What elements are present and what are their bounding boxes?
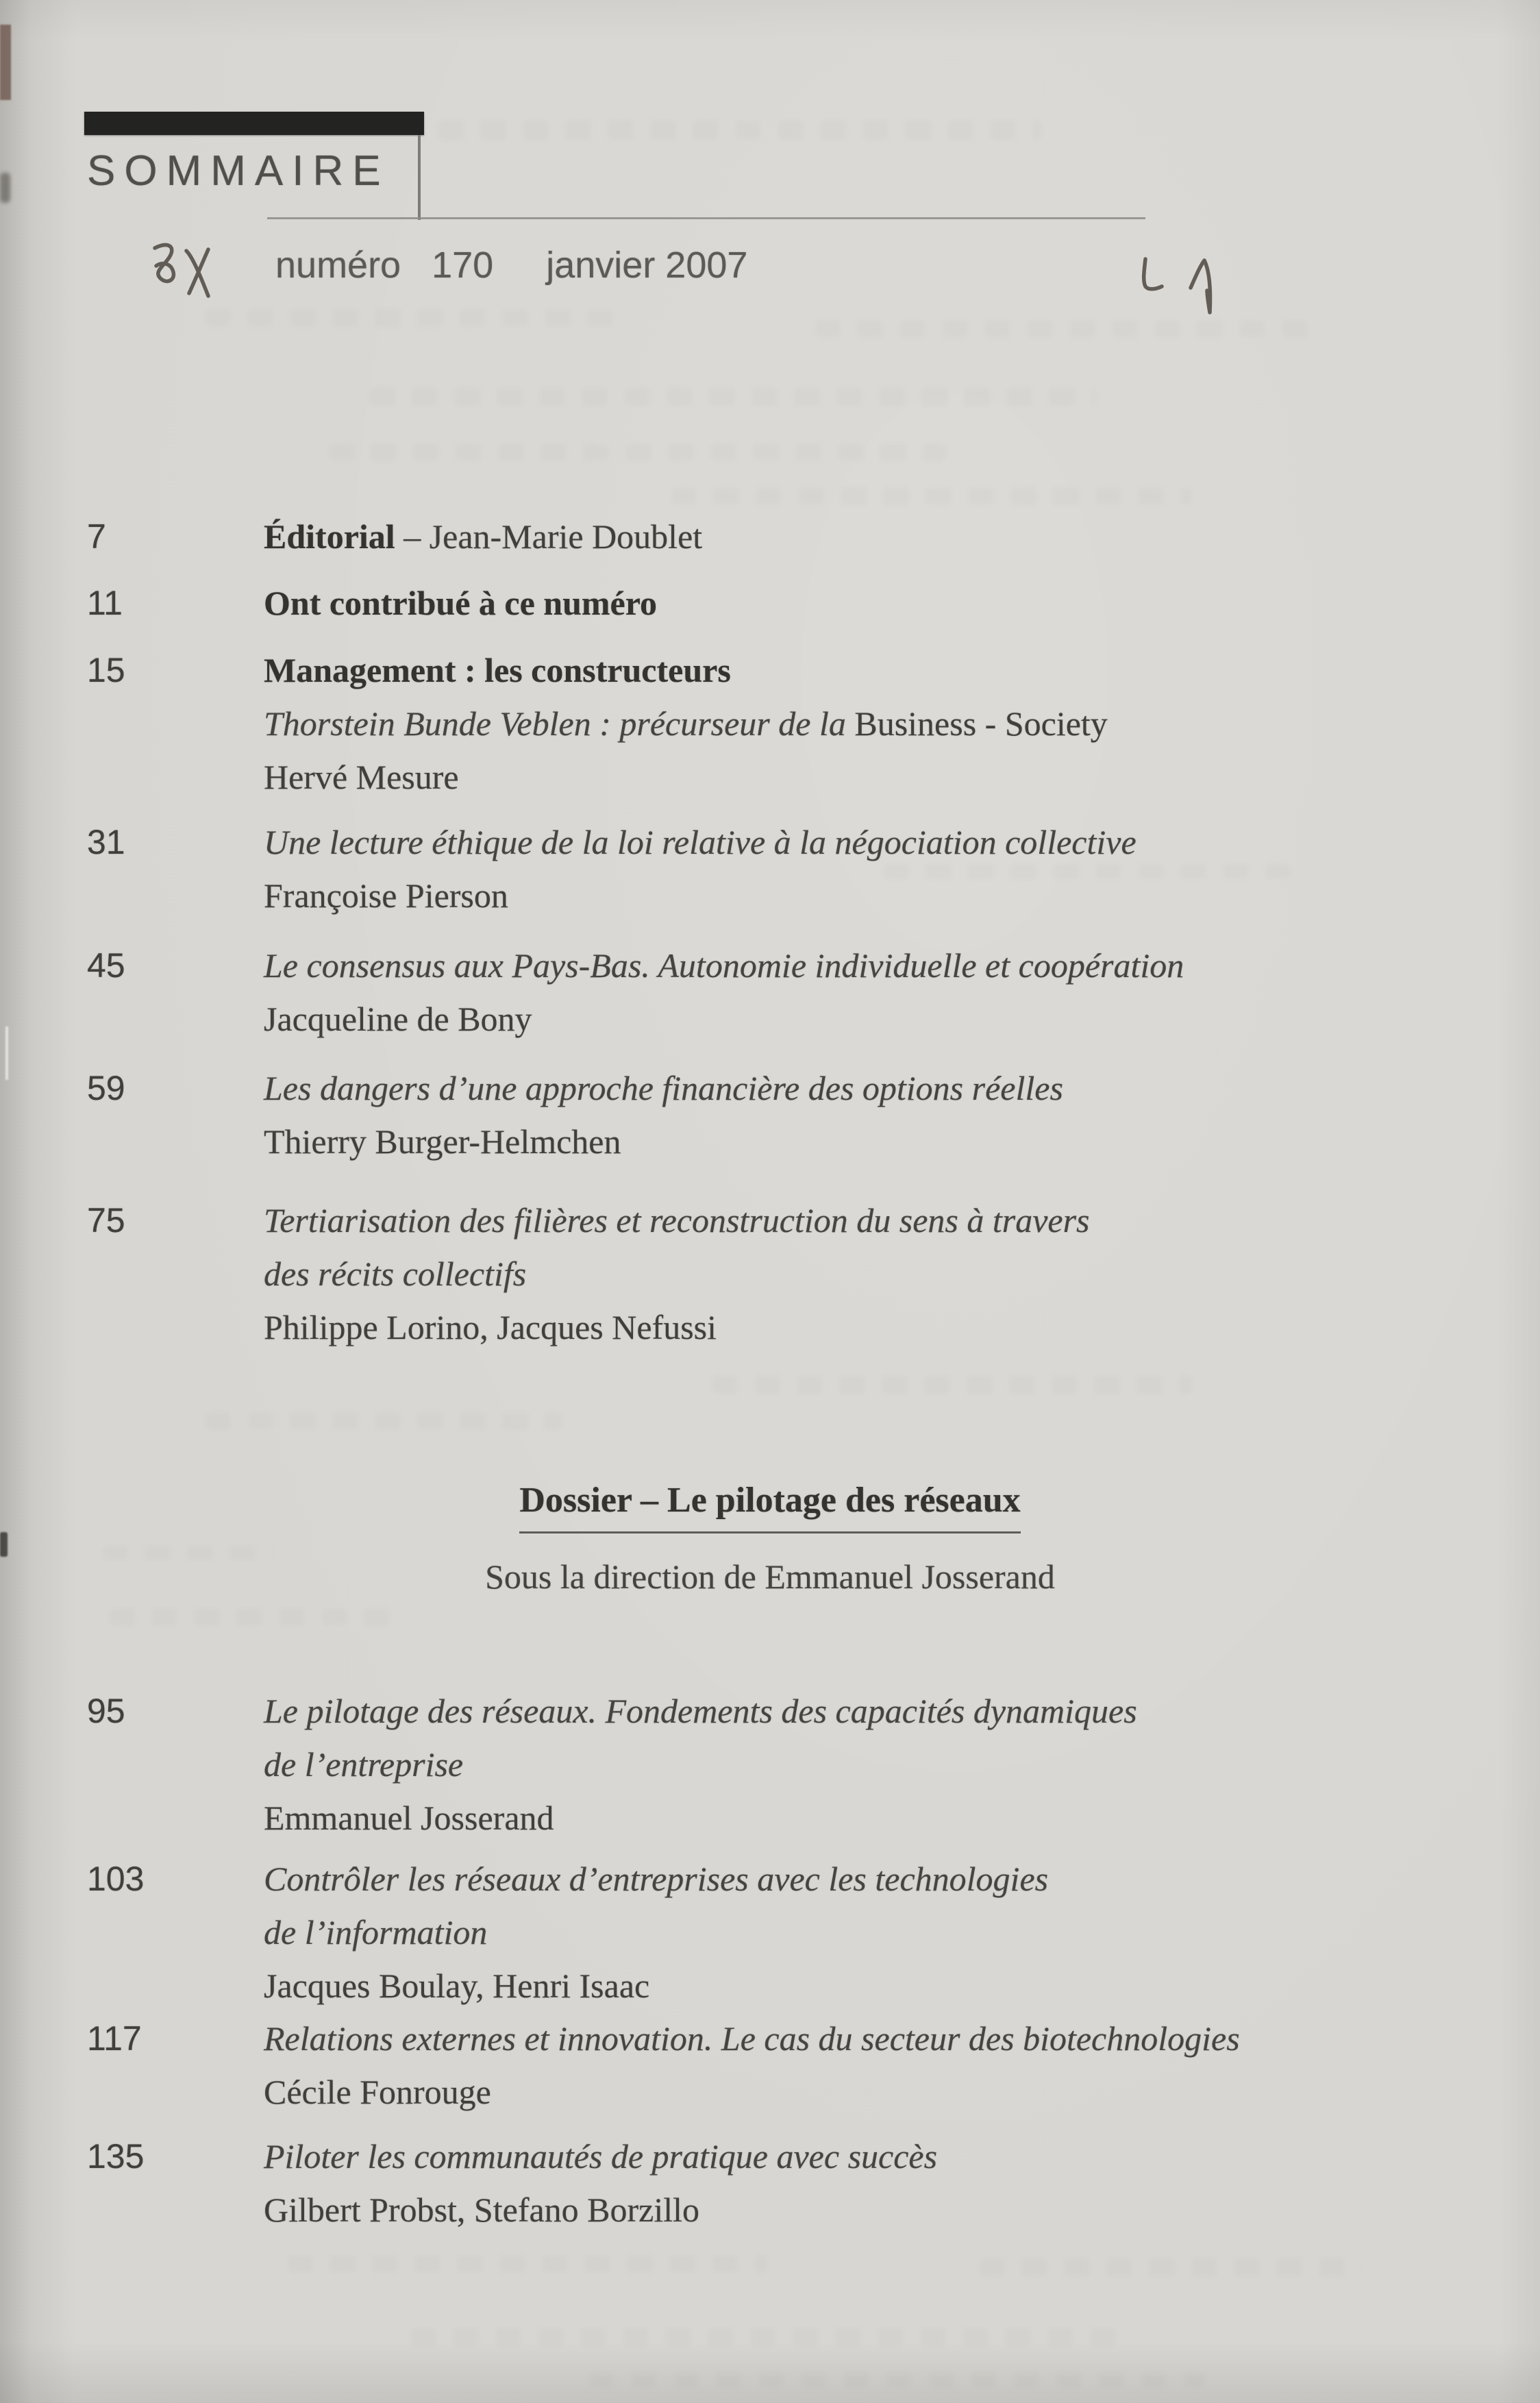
- toc-entry-lines: [264, 2012, 1540, 2119]
- bleedthrough-artifact: [370, 388, 1096, 406]
- toc-entry-line: [264, 1906, 1540, 1959]
- issue-label: numéro: [275, 245, 401, 286]
- bleedthrough-artifact: [671, 488, 1192, 504]
- toc-entry: [0, 2012, 1540, 2119]
- toc-entry-lines: [264, 1194, 1540, 1354]
- toc-entry-text-bold: Éditorial: [264, 517, 395, 556]
- bleedthrough-artifact: [110, 1609, 404, 1625]
- toc-entry-lines: [264, 1684, 1540, 1845]
- toc-entry-line: [264, 2183, 1540, 2236]
- toc-entry-text-roman: Hervé Mesure: [264, 758, 459, 796]
- toc-entry-line: [264, 510, 1540, 563]
- toc-entry-page-number: 7: [87, 517, 106, 556]
- toc-entry-line: [264, 992, 1540, 1046]
- toc-entry: [0, 1061, 1540, 1168]
- toc-entry-page-number: 59: [87, 1069, 125, 1107]
- toc-entry-text-roman: Jacques Boulay, Henri Isaac: [264, 1967, 650, 2005]
- toc-entry-page-number: 11: [87, 584, 123, 622]
- issue-line: [275, 244, 747, 286]
- toc-entry-text-italic: Tertiarisation des filières et reconstruction du sens à travers: [264, 1201, 1090, 1240]
- issue-number: 170: [432, 245, 494, 286]
- bleedthrough-artifact: [288, 2256, 767, 2272]
- toc-entry-text-italic: Le pilotage des réseaux. Fondements des capacités dynamiques: [264, 1692, 1137, 1730]
- dossier-heading: Dossier – Le pilotage des réseaux: [519, 1480, 1020, 1533]
- toc-entry-text-roman: Cécile Fonrouge: [264, 2073, 491, 2111]
- toc-entry-text-roman: Thierry Burger-Helmchen: [264, 1122, 621, 1161]
- bleedthrough-artifact: [206, 1413, 562, 1429]
- toc-entry: [0, 2130, 1540, 2236]
- toc-entry-line: [264, 869, 1540, 922]
- toc-entry: [0, 1684, 1540, 1845]
- toc-entry-line: [264, 1115, 1540, 1168]
- toc-entry-line: [264, 576, 1540, 630]
- toc-entry: [0, 643, 1540, 804]
- toc-entry-line: [264, 1791, 1540, 1845]
- toc-entry-page-number: 117: [87, 2019, 142, 2058]
- toc-entry-text-roman: Françoise Pierson: [264, 876, 508, 915]
- toc-entry-text-italic: des récits collectifs: [264, 1255, 527, 1293]
- toc-entry-page-number: 95: [87, 1692, 125, 1730]
- masthead-top-bar: [84, 112, 424, 135]
- toc-entry: [0, 576, 1540, 630]
- toc-entry-text-bold: Ont contribué à ce numéro: [264, 584, 658, 622]
- bleedthrough-artifact: [712, 1376, 1192, 1394]
- toc-entry-lines: [264, 576, 1540, 630]
- masthead-horizontal-rule: [267, 217, 1145, 219]
- toc-entry-line: [264, 750, 1540, 804]
- toc-entry-line: [264, 2012, 1540, 2065]
- toc-entry-line: [264, 643, 1540, 697]
- toc-entry: [0, 939, 1540, 1046]
- toc-entry: [0, 1194, 1540, 1354]
- issue-date: janvier 2007: [546, 245, 748, 286]
- toc-entry-text-italic: Une lecture éthique de la loi relative à la négociation collective: [264, 823, 1137, 861]
- toc-entry-lines: [264, 510, 1540, 563]
- toc-entry: [0, 510, 1540, 563]
- bleedthrough-artifact: [980, 2258, 1363, 2276]
- toc-entry-line: [264, 2130, 1540, 2183]
- toc-entry-page-number: 135: [87, 2137, 145, 2176]
- toc-entry-page-number: 15: [87, 651, 125, 689]
- toc-entry-text-bold: Management : les constructeurs: [264, 651, 731, 689]
- toc-entry-text-roman: – Jean-Marie Doublet: [395, 517, 703, 556]
- bleedthrough-artifact: [438, 121, 1041, 140]
- toc-entry-lines: [264, 815, 1540, 922]
- scan-edge-tick: [0, 1532, 8, 1557]
- toc-entry-text-italic: Thorstein Bunde Veblen : précurseur de la: [264, 704, 855, 743]
- toc-entry: [0, 1852, 1540, 2012]
- dossier-subheading-row: [0, 1557, 1540, 1597]
- toc-entry-page-number: 103: [87, 1860, 145, 1898]
- page-title: SOMMAIRE: [87, 147, 390, 195]
- toc-entry-line: [264, 1852, 1540, 1906]
- toc-entry-lines: [264, 1061, 1540, 1168]
- masthead-vertical-rule: [418, 135, 421, 220]
- toc-entry-line: [264, 697, 1540, 750]
- toc-entry-line: [264, 2065, 1540, 2119]
- dossier-subheading: Sous la direction de Emmanuel Josserand: [485, 1557, 1055, 1596]
- toc-entry-line: [264, 815, 1540, 869]
- toc-entry-text-italic: Contrôler les réseaux d’entreprises avec les technologies: [264, 1860, 1049, 1898]
- toc-entry-text-roman: Business - Society: [854, 704, 1108, 743]
- bleedthrough-artifact: [329, 444, 945, 460]
- bleedthrough-artifact: [206, 310, 630, 326]
- toc-entry-page-number: 75: [87, 1201, 125, 1240]
- toc-entry-lines: [264, 2130, 1540, 2236]
- toc-entry-line: [264, 1194, 1540, 1247]
- toc-entry-text-roman: Jacqueline de Bony: [264, 1000, 532, 1038]
- toc-entry-page-number: 31: [87, 823, 125, 861]
- toc-entry-line: [264, 1959, 1540, 2012]
- toc-entry-line: [264, 939, 1540, 992]
- toc-entry: [0, 815, 1540, 922]
- toc-entry-line: [264, 1738, 1540, 1791]
- toc-entry-line: [264, 1061, 1540, 1115]
- dossier-heading-row: [0, 1480, 1540, 1533]
- toc-entry-text-italic: de l’information: [264, 1913, 488, 1951]
- toc-entry-text-italic: Relations externes et innovation. Le cas du secteur des biotechnologies: [264, 2019, 1240, 2058]
- toc-entry-lines: [264, 939, 1540, 1046]
- bleedthrough-artifact: [411, 2328, 1130, 2346]
- toc-entry-text-roman: Gilbert Probst, Stefano Borzillo: [264, 2191, 700, 2229]
- toc-entry-page-number: 45: [87, 946, 125, 985]
- bleedthrough-artifact: [589, 2372, 1206, 2387]
- toc-entry-text-italic: Les dangers d’une approche financière des options réelles: [264, 1069, 1063, 1107]
- toc-entry-text-roman: Emmanuel Josserand: [264, 1799, 554, 1837]
- toc-entry-lines: [264, 643, 1540, 804]
- handwritten-mark-left: [145, 236, 227, 311]
- toc-entry-text-italic: Le consensus aux Pays-Bas. Autonomie individuelle et coopération: [264, 946, 1184, 985]
- handwritten-mark-right: [1130, 252, 1247, 324]
- toc-entry-lines: [264, 1852, 1540, 2012]
- scan-edge-smudge: [0, 173, 10, 203]
- scan-edge-chip: [0, 25, 11, 100]
- toc-entry-line: [264, 1247, 1540, 1301]
- toc-entry-text-italic: Piloter les communautés de pratique avec succès: [264, 2137, 938, 2176]
- toc-entry-text-italic: de l’entreprise: [264, 1745, 464, 1784]
- toc-entry-text-roman: Philippe Lorino, Jacques Nefussi: [264, 1308, 717, 1346]
- toc-entry-line: [264, 1301, 1540, 1354]
- toc-entry-line: [264, 1684, 1540, 1738]
